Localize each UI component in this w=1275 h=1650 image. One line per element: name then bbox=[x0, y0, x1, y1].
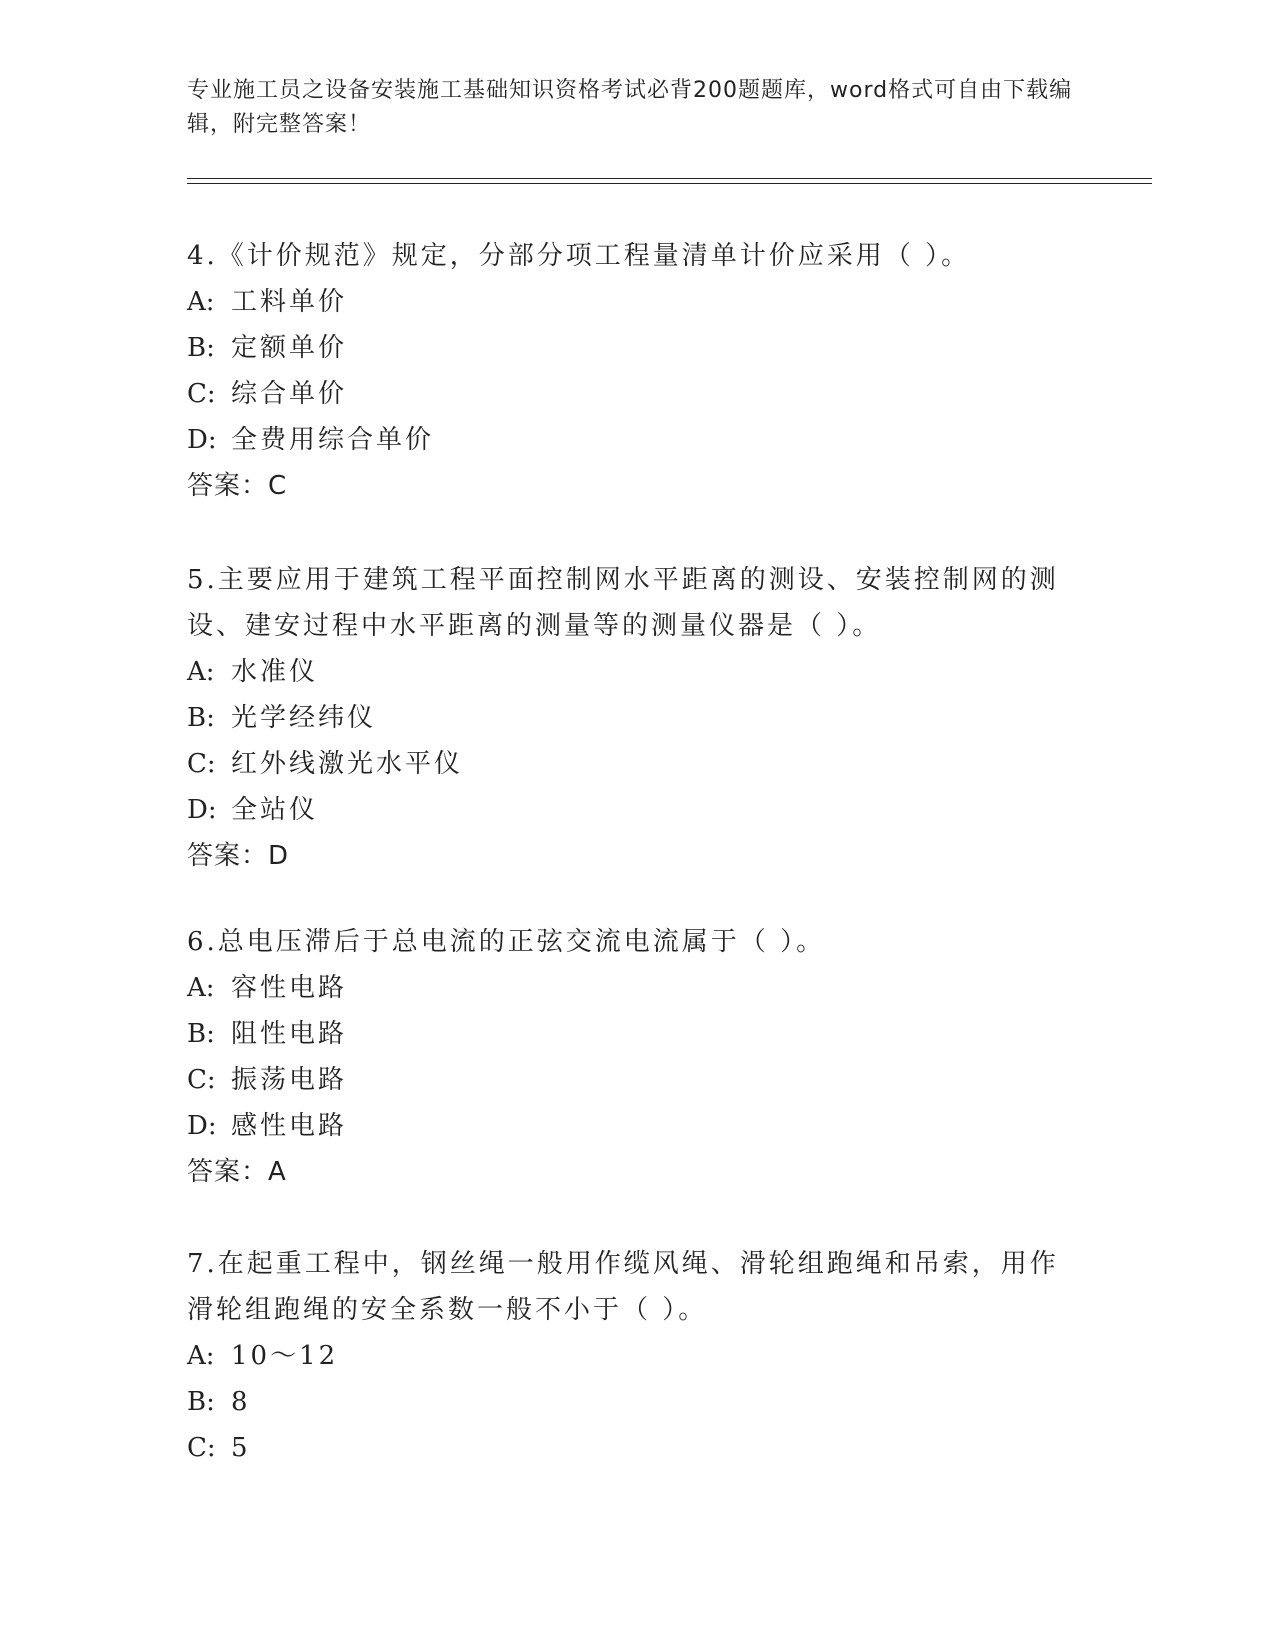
option-text: 红外线激光水平仪 bbox=[231, 749, 464, 779]
option-text: 8 bbox=[231, 1387, 251, 1417]
option-text: 振荡电路 bbox=[231, 1065, 348, 1095]
option-key: A: bbox=[187, 1341, 215, 1371]
document-header: 专业施工员之设备安装施工基础知识资格考试必背200题题库，word格式可自由下载编辑，附完整答案！ bbox=[187, 78, 1073, 137]
question-block bbox=[187, 233, 1067, 509]
question-text: 7.在起重工程中，钢丝绳一般用作缆风绳、滑轮组跑绳和吊索，用作滑轮组跑绳的安全系数一般不小于（ ）。 bbox=[187, 1249, 1059, 1325]
option-d bbox=[187, 417, 1067, 463]
option-d bbox=[187, 1103, 1067, 1149]
option-key: C: bbox=[187, 379, 216, 409]
option-key: C: bbox=[187, 1065, 216, 1095]
option-a bbox=[187, 1333, 1067, 1379]
option-text: 工料单价 bbox=[231, 287, 348, 317]
question-text: 5.主要应用于建筑工程平面控制网水平距离的测设、安装控制网的测设、建安过程中水平距离的测量等的测量仪器是（ ）。 bbox=[187, 565, 1059, 641]
option-key: A: bbox=[187, 973, 215, 1003]
option-key: A: bbox=[187, 657, 215, 687]
option-text: 感性电路 bbox=[231, 1111, 348, 1141]
question-block bbox=[187, 919, 1067, 1195]
option-key: B: bbox=[187, 703, 215, 733]
option-a bbox=[187, 279, 1067, 325]
answer-line: 答案：D bbox=[187, 841, 290, 871]
option-text: 5 bbox=[231, 1433, 251, 1463]
option-key: D: bbox=[187, 795, 217, 825]
option-text: 阻性电路 bbox=[231, 1019, 348, 1049]
option-b bbox=[187, 1379, 1067, 1425]
header-rule-top bbox=[187, 178, 1152, 179]
option-text: 全费用综合单价 bbox=[231, 425, 435, 455]
option-c bbox=[187, 1057, 1067, 1103]
option-text: 光学经纬仪 bbox=[231, 703, 377, 733]
question-block bbox=[187, 557, 1067, 879]
option-text: 水准仪 bbox=[231, 657, 319, 687]
option-key: B: bbox=[187, 1019, 215, 1049]
option-text: 容性电路 bbox=[231, 973, 348, 1003]
option-b bbox=[187, 325, 1067, 371]
option-c bbox=[187, 371, 1067, 417]
option-key: A: bbox=[187, 287, 215, 317]
option-b bbox=[187, 695, 1067, 741]
question-text: 6.总电压滞后于总电流的正弦交流电流属于（ ）。 bbox=[187, 927, 826, 957]
question-text: 4.《计价规范》规定，分部分项工程量清单计价应采用（ ）。 bbox=[187, 241, 971, 271]
option-text: 全站仪 bbox=[231, 795, 319, 825]
header-rule-bottom bbox=[187, 183, 1152, 184]
option-b bbox=[187, 1011, 1067, 1057]
option-c bbox=[187, 1425, 1067, 1471]
option-key: B: bbox=[187, 333, 215, 363]
option-c bbox=[187, 741, 1067, 787]
option-key: B: bbox=[187, 1387, 215, 1417]
option-key: C: bbox=[187, 749, 216, 779]
option-key: D: bbox=[187, 425, 217, 455]
option-key: D: bbox=[187, 1111, 217, 1141]
option-key: C: bbox=[187, 1433, 216, 1463]
question-block bbox=[187, 1241, 1067, 1471]
option-text: 定额单价 bbox=[231, 333, 348, 363]
option-text: 综合单价 bbox=[231, 379, 348, 409]
answer-line: 答案：A bbox=[187, 1157, 287, 1187]
option-d bbox=[187, 787, 1067, 833]
answer-line: 答案：C bbox=[187, 471, 288, 501]
option-a bbox=[187, 649, 1067, 695]
option-text: 10～12 bbox=[231, 1341, 339, 1371]
option-a bbox=[187, 965, 1067, 1011]
